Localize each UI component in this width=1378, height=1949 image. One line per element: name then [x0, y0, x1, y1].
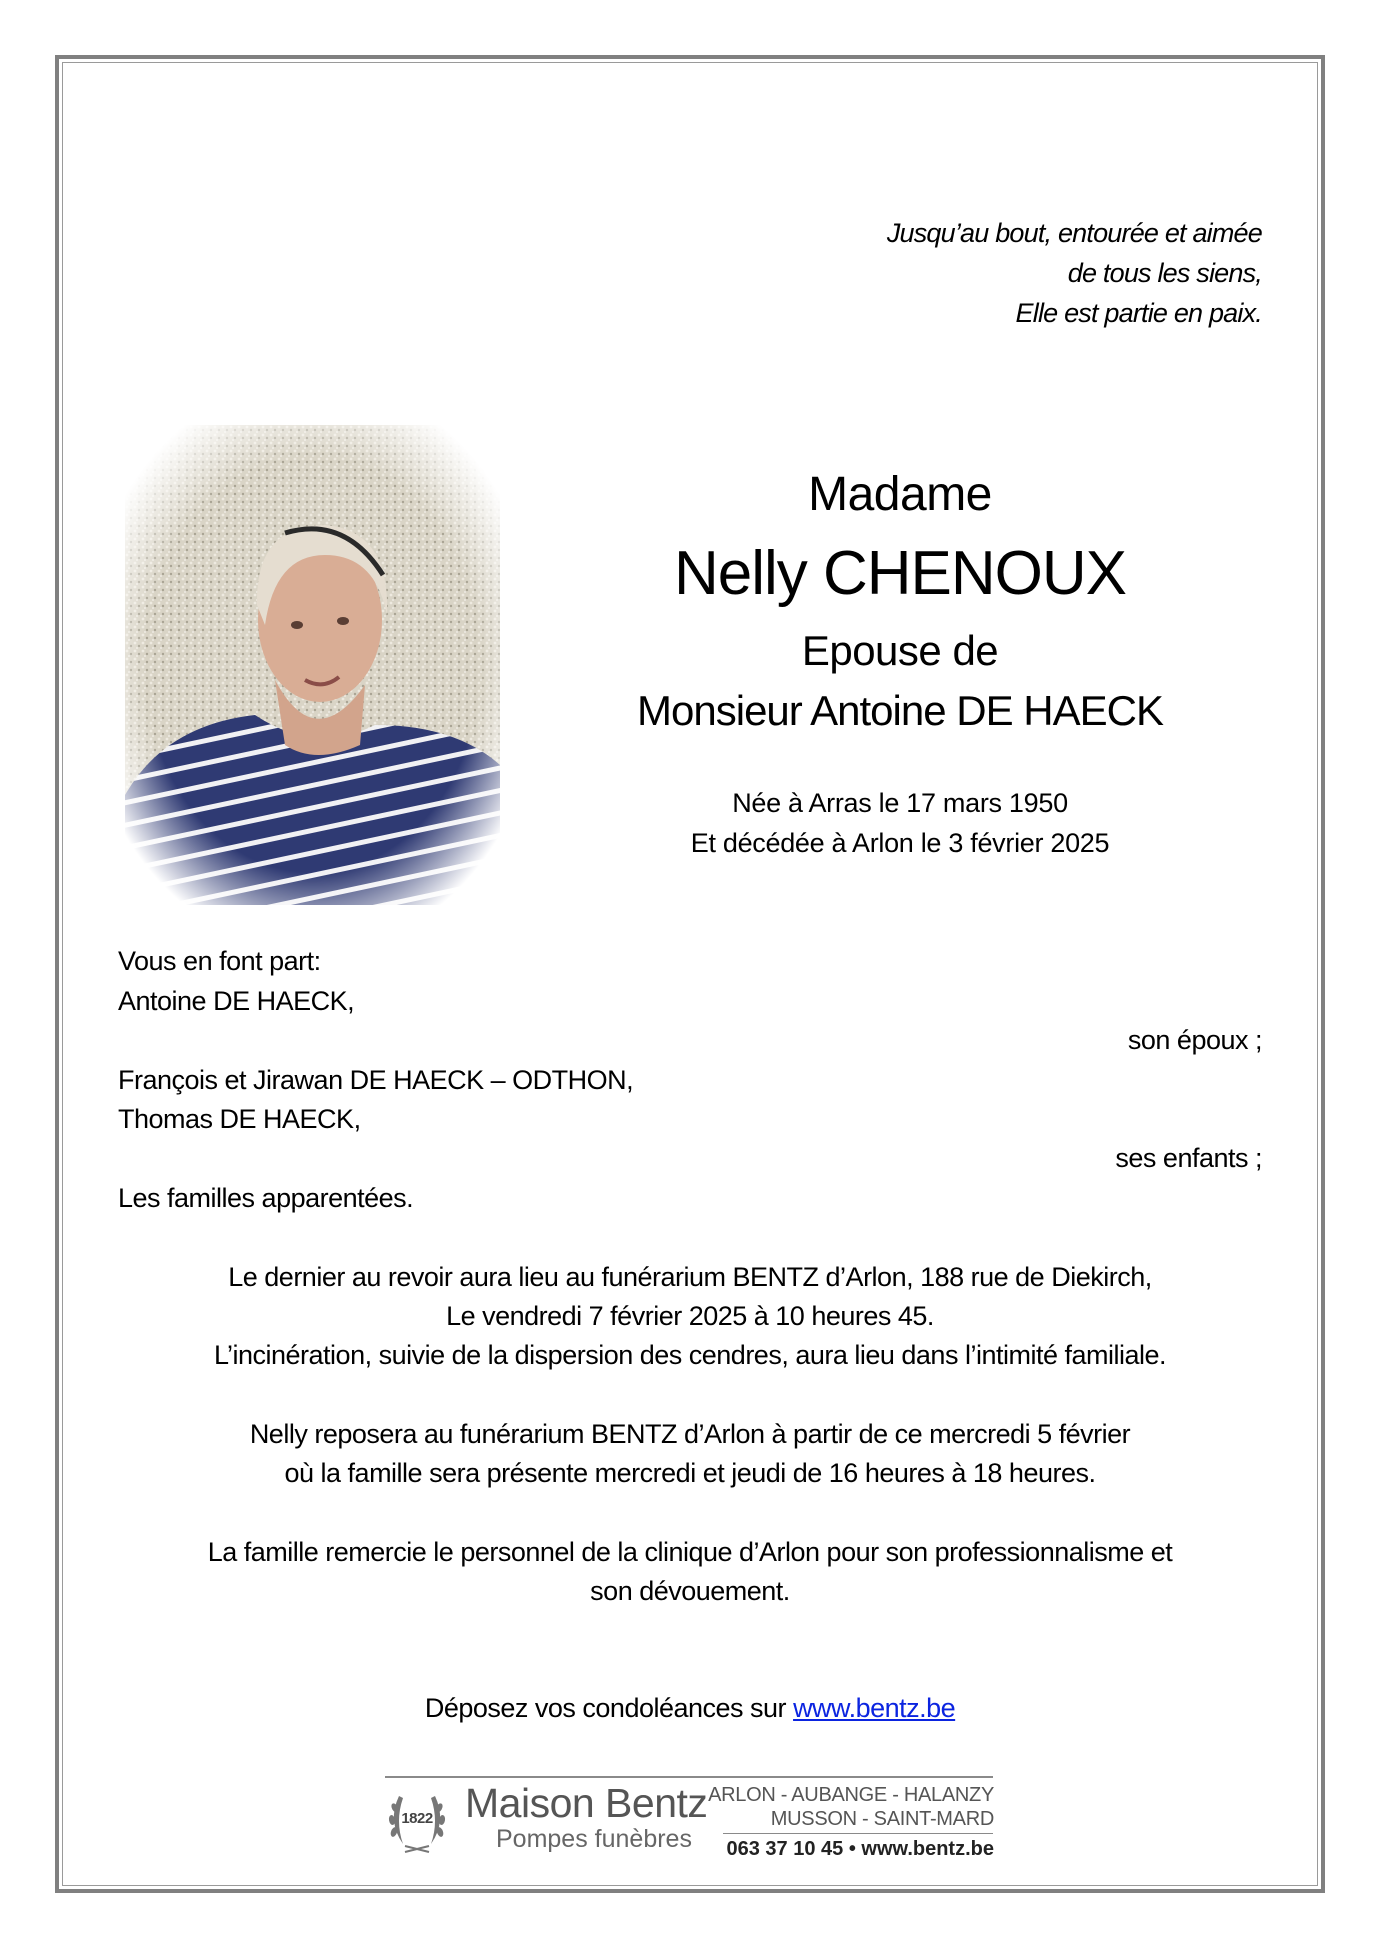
announcement-intro: Vous en font part: [118, 946, 321, 976]
thanks-line-1: La famille remercie le personnel de la clinique d’Arlon pour son professionnalisme et [207, 1537, 1173, 1567]
children-role: ses enfants ; [1115, 1143, 1262, 1173]
portrait-photo [125, 425, 500, 905]
condolences-prefix: Déposez vos condoléances sur [424, 1693, 794, 1723]
relation-label: Epouse de [801, 627, 999, 674]
laurel-emblem [385, 1786, 449, 1856]
logo-brand: Maison Bentz [465, 1780, 708, 1826]
condolences-line [110, 1693, 1270, 1724]
death-info: Et décédée à Arlon le 3 février 2025 [690, 828, 1110, 858]
deceased-name: Nelly CHENOUX [673, 539, 1127, 608]
spouse-role: son époux ; [1127, 1025, 1262, 1055]
deceased-title: Madame [808, 468, 992, 521]
logo-towns-line-2: MUSSON - SAINT-MARD [770, 1808, 994, 1830]
ceremony-line-3: L’incinération, suivie de la dispersion des cendres, aura lieu dans l’intimité familiale. [213, 1340, 1167, 1370]
families-mention: Les familles apparentées. [118, 1183, 414, 1213]
logo-towns-line-1: ARLON - AUBANGE - HALANZY [708, 1784, 994, 1806]
spouse-name: Monsieur Antoine DE HAECK [637, 687, 1163, 734]
logo-top-rule [385, 1776, 993, 1778]
logo-year: 1822 [401, 1810, 433, 1827]
thanks-line-2: son dévouement. [590, 1576, 790, 1606]
birth-info: Née à Arras le 17 mars 1950 [732, 788, 1068, 818]
logo-inner-rule [723, 1833, 993, 1834]
quote-line-2: de tous les siens, [1067, 258, 1262, 288]
logo-subtitle: Pompes funèbres [496, 1825, 692, 1853]
child-2: Thomas DE HAECK, [118, 1104, 361, 1134]
ceremony-line-1: Le dernier au revoir aura lieu au funérarium BENTZ d’Arlon, 188 rue de Diekirch, [228, 1262, 1152, 1292]
child-1: François et Jirawan DE HAECK – ODTHON, [118, 1065, 634, 1095]
visitation-line-2: où la famille sera présente mercredi et jeudi de 16 heures à 18 heures. [284, 1458, 1096, 1488]
logo-contact: 063 37 10 45 • www.bentz.be [726, 1838, 994, 1860]
quote-line-3: Elle est partie en paix. [1015, 298, 1262, 328]
portrait-icon [125, 425, 500, 905]
spouse-mention: Antoine DE HAECK, [118, 986, 355, 1016]
quote-line-1: Jusqu’au bout, entourée et aimée [886, 218, 1262, 248]
visitation-line-1: Nelly reposera au funérarium BENTZ d’Arlon à partir de ce mercredi 5 février [249, 1419, 1131, 1449]
condolences-link[interactable]: www.bentz.be [793, 1693, 956, 1723]
ceremony-line-2: Le vendredi 7 février 2025 à 10 heures 45. [446, 1301, 934, 1331]
